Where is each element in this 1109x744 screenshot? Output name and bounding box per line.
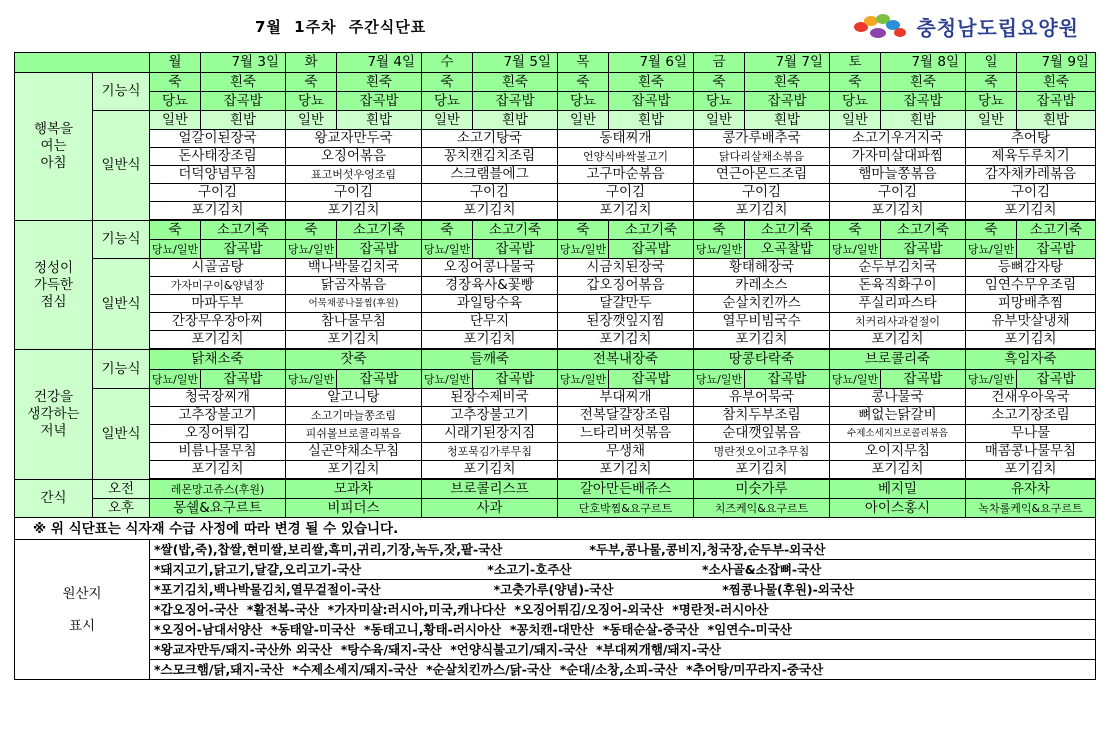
menu-item: 돈육직화구이 bbox=[830, 277, 966, 295]
menu-item: 구이김 bbox=[422, 184, 558, 202]
func-diabetic-general: 당뇨/일반 bbox=[694, 240, 745, 259]
func-porridge: 죽 bbox=[286, 221, 337, 240]
func-porridge: 죽 bbox=[966, 73, 1017, 92]
menu-item: 햄마늘쫑볶음 bbox=[830, 166, 966, 184]
menu-item: 오징어콩나물국 bbox=[422, 259, 558, 277]
snack-item: 브로콜리스프 bbox=[422, 480, 558, 499]
menu-item: 과일탕수육 bbox=[422, 295, 558, 313]
menu-item: 포기김치 bbox=[558, 202, 694, 220]
menu-item: 갑오징어볶음 bbox=[558, 277, 694, 295]
menu-item: 포기김치 bbox=[286, 202, 422, 220]
general-rice: 흰밥 bbox=[337, 111, 422, 130]
menu-item: 표고버섯우엉조림 bbox=[286, 166, 422, 184]
menu-item: 치커리사과겉절이 bbox=[830, 313, 966, 331]
func-diabetic-general: 당뇨/일반 bbox=[286, 370, 337, 389]
func-rice: 잡곡밥 bbox=[1017, 370, 1096, 389]
menu-item: 콩나물국 bbox=[830, 389, 966, 407]
snack-item: 치즈케익&요구르트 bbox=[694, 499, 830, 518]
menu-item: 순대깻잎볶음 bbox=[694, 425, 830, 443]
menu-item: 소고기장조림 bbox=[966, 407, 1096, 425]
dinner-porridge: 땅콩타락죽 bbox=[694, 350, 830, 370]
logo-text: 충청남도립요양원 bbox=[916, 16, 1079, 40]
meal-label-dinner bbox=[15, 350, 93, 480]
origin-line: *포기김치,백나박물김치,열무겉절이-국산 *고춧가루(양념)-국산 *찜콩나물(후원)-외국산 bbox=[150, 580, 1096, 600]
meal-label-lunch bbox=[15, 221, 93, 350]
origin-line: *오징어-남대서양산 *동태알-미국산 *동태고니,황태-러시아산 *꽁치캔-대만산 *동태순살-중국산 *임연수-미국산 bbox=[150, 620, 1096, 640]
menu-item: 돈사태장조림 bbox=[150, 148, 286, 166]
func-diabetic-general: 당뇨/일반 bbox=[694, 370, 745, 389]
func-porridge: 죽 bbox=[558, 73, 609, 92]
general-head: 일반 bbox=[830, 111, 881, 130]
menu-item: 연근아몬드조림 bbox=[694, 166, 830, 184]
menu-item: 오징어볶음 bbox=[286, 148, 422, 166]
snack-item: 미숫가루 bbox=[694, 480, 830, 499]
func-porridge: 죽 bbox=[422, 221, 473, 240]
menu-item: 가자미구이&양념장 bbox=[150, 277, 286, 295]
menu-item: 어묵채콩나물찜(후원) bbox=[286, 295, 422, 313]
menu-item: 고구마순볶음 bbox=[558, 166, 694, 184]
menu-item: 콩가루배추국 bbox=[694, 130, 830, 148]
general-rice: 흰밥 bbox=[473, 111, 558, 130]
func-porridge: 죽 bbox=[966, 221, 1017, 240]
menu-item: 포기김치 bbox=[966, 461, 1096, 479]
menu-item: 구이김 bbox=[558, 184, 694, 202]
menu-item: 포기김치 bbox=[558, 461, 694, 479]
func-grain-rice: 잡곡밥 bbox=[337, 92, 422, 111]
menu-item: 황태해장국 bbox=[694, 259, 830, 277]
day-date: 7월 3일 bbox=[201, 53, 286, 73]
menu-item: 경장육사&꽃빵 bbox=[422, 277, 558, 295]
day-of-week: 화 bbox=[286, 53, 337, 73]
corner-cell bbox=[15, 53, 150, 73]
general-label: 일반식 bbox=[93, 389, 150, 480]
func-diabetic: 당뇨 bbox=[966, 92, 1017, 111]
menu-item: 닭곰자볶음 bbox=[286, 277, 422, 295]
func-grain-rice: 잡곡밥 bbox=[1017, 92, 1096, 111]
menu-item: 구이김 bbox=[286, 184, 422, 202]
meal-label-line: 생각하는 bbox=[27, 406, 80, 422]
func-diabetic-general: 당뇨/일반 bbox=[150, 240, 201, 259]
menu-item: 제육두루치기 bbox=[966, 148, 1096, 166]
menu-item: 느타리버섯볶음 bbox=[558, 425, 694, 443]
menu-item: 더덕양념무침 bbox=[150, 166, 286, 184]
general-rice: 흰밥 bbox=[881, 111, 966, 130]
func-porridge: 죽 bbox=[694, 73, 745, 92]
menu-item: 시금치된장국 bbox=[558, 259, 694, 277]
menu-item: 간장무우장아찌 bbox=[150, 313, 286, 331]
day-of-week: 금 bbox=[694, 53, 745, 73]
meal-label-line: 여는 bbox=[40, 138, 67, 154]
meal-label-line: 아침 bbox=[40, 155, 67, 171]
func-rice: 잡곡밥 bbox=[609, 370, 694, 389]
notice-text: ※ 위 식단표는 식자재 수급 사정에 따라 변경 될 수 있습니다. bbox=[15, 518, 1096, 540]
snack-am-label: 오전 bbox=[93, 480, 150, 499]
menu-item: 닭다리살채소볶음 bbox=[694, 148, 830, 166]
meal-label-line: 건강을 bbox=[33, 389, 74, 405]
origin-label-line: 원산지 bbox=[62, 585, 102, 602]
menu-item: 오이지무침 bbox=[830, 443, 966, 461]
snack-item: 아이스홍시 bbox=[830, 499, 966, 518]
day-date: 7월 6일 bbox=[609, 53, 694, 73]
origin-line: *왕교자만두/돼지-국산外 외국산 *탕수육/돼지-국산 *언양식불고기/돼지-국산 *부대찌개햄/돼지-국산 bbox=[150, 640, 1096, 660]
func-porridge: 죽 bbox=[150, 73, 201, 92]
func-beef-porridge: 소고기죽 bbox=[745, 221, 830, 240]
menu-item: 부대찌개 bbox=[558, 389, 694, 407]
general-head: 일반 bbox=[694, 111, 745, 130]
func-rice: 잡곡밥 bbox=[473, 370, 558, 389]
menu-item: 포기김치 bbox=[966, 202, 1096, 220]
func-diabetic-general: 당뇨/일반 bbox=[422, 240, 473, 259]
menu-item: 등뼈감자탕 bbox=[966, 259, 1096, 277]
menu-item: 포기김치 bbox=[830, 202, 966, 220]
menu-item: 포기김치 bbox=[694, 202, 830, 220]
func-grain-rice: 잡곡밥 bbox=[473, 92, 558, 111]
func-rice: 잡곡밥 bbox=[745, 370, 830, 389]
func-rice: 잡곡밥 bbox=[201, 240, 286, 259]
menu-item: 소고기우거지국 bbox=[830, 130, 966, 148]
menu-item: 카레소스 bbox=[694, 277, 830, 295]
func-diabetic-general: 당뇨/일반 bbox=[286, 240, 337, 259]
menu-item: 마파두부 bbox=[150, 295, 286, 313]
menu-item: 가자미살대파찜 bbox=[830, 148, 966, 166]
func-label: 기능식 bbox=[93, 73, 150, 111]
dinner-porridge: 닭채소죽 bbox=[150, 350, 286, 370]
snack-item: 모과차 bbox=[286, 480, 422, 499]
menu-item: 된장수제비국 bbox=[422, 389, 558, 407]
general-head: 일반 bbox=[966, 111, 1017, 130]
menu-item: 청포묵김가루무침 bbox=[422, 443, 558, 461]
func-diabetic-general: 당뇨/일반 bbox=[558, 240, 609, 259]
func-diabetic: 당뇨 bbox=[422, 92, 473, 111]
logo-flower-icon bbox=[854, 14, 910, 40]
func-porridge-plain: 흰죽 bbox=[201, 73, 286, 92]
dinner-porridge: 들깨죽 bbox=[422, 350, 558, 370]
snack-item: 비피더스 bbox=[286, 499, 422, 518]
menu-item: 참나물무침 bbox=[286, 313, 422, 331]
menu-item: 실곤약채소무침 bbox=[286, 443, 422, 461]
menu-item: 된장깻잎지찜 bbox=[558, 313, 694, 331]
day-date: 7월 7일 bbox=[745, 53, 830, 73]
snack-item: 사과 bbox=[422, 499, 558, 518]
meal-label-breakfast bbox=[15, 73, 93, 221]
menu-item: 스크램블에그 bbox=[422, 166, 558, 184]
menu-item: 순두부김치국 bbox=[830, 259, 966, 277]
weekly-menu-table bbox=[14, 52, 1096, 680]
snack-item: 녹차롤케익&요구르트 bbox=[966, 499, 1096, 518]
menu-item: 포기김치 bbox=[558, 331, 694, 349]
menu-item: 비름나물무침 bbox=[150, 443, 286, 461]
general-head: 일반 bbox=[286, 111, 337, 130]
menu-item: 유부맛살냉채 bbox=[966, 313, 1096, 331]
func-beef-porridge: 소고기죽 bbox=[609, 221, 694, 240]
origin-line: *돼지고기,닭고기,달걀,오리고기-국산 *소고기-호주산 *소사골&소잡뼈-국산 bbox=[150, 560, 1096, 580]
menu-item: 시래기된장지짐 bbox=[422, 425, 558, 443]
func-rice: 잡곡밥 bbox=[881, 240, 966, 259]
dinner-porridge: 흑임자죽 bbox=[966, 350, 1096, 370]
menu-item: 오징어튀김 bbox=[150, 425, 286, 443]
menu-item: 백나박물김치국 bbox=[286, 259, 422, 277]
general-rice: 흰밥 bbox=[201, 111, 286, 130]
func-beef-porridge: 소고기죽 bbox=[473, 221, 558, 240]
menu-item: 포기김치 bbox=[694, 331, 830, 349]
menu-item: 참치두부조림 bbox=[694, 407, 830, 425]
menu-item: 구이김 bbox=[830, 184, 966, 202]
func-porridge: 죽 bbox=[694, 221, 745, 240]
menu-item: 단무지 bbox=[422, 313, 558, 331]
day-date: 7월 9일 bbox=[1017, 53, 1096, 73]
meal-label-line: 가득한 bbox=[33, 276, 74, 293]
func-rice: 잡곡밥 bbox=[337, 370, 422, 389]
day-date: 7월 5일 bbox=[473, 53, 558, 73]
func-rice: 잡곡밥 bbox=[609, 240, 694, 259]
origin-line: *쌀(밥,죽),찹쌀,현미쌀,보리쌀,흑미,귀리,기장,녹두,잣,팥-국산 *두부,콩나물,콩비지,청국장,순두부-외국산 bbox=[150, 540, 1096, 560]
menu-item: 포기김치 bbox=[286, 331, 422, 349]
menu-item: 고추장불고기 bbox=[422, 407, 558, 425]
func-diabetic-general: 당뇨/일반 bbox=[830, 240, 881, 259]
menu-item: 언양식바싹불고기 bbox=[558, 148, 694, 166]
menu-item: 매콤콩나물무침 bbox=[966, 443, 1096, 461]
menu-item: 포기김치 bbox=[286, 461, 422, 479]
func-diabetic: 당뇨 bbox=[694, 92, 745, 111]
day-of-week: 월 bbox=[150, 53, 201, 73]
general-head: 일반 bbox=[558, 111, 609, 130]
menu-item: 푸실리파스타 bbox=[830, 295, 966, 313]
menu-item: 감자채카레볶음 bbox=[966, 166, 1096, 184]
general-head: 일반 bbox=[150, 111, 201, 130]
func-diabetic-general: 당뇨/일반 bbox=[150, 370, 201, 389]
func-porridge: 죽 bbox=[150, 221, 201, 240]
menu-item: 전복달걀장조림 bbox=[558, 407, 694, 425]
origin-line: *스모크햄/닭,돼지-국산 *수제소세지/돼지-국산 *순살치킨까스/닭-국산 *순대/소창,소피-국산 *추어탕/미꾸라지-중국산 bbox=[150, 660, 1096, 680]
general-rice: 흰밥 bbox=[1017, 111, 1096, 130]
general-label: 일반식 bbox=[93, 111, 150, 221]
func-grain-rice: 잡곡밥 bbox=[201, 92, 286, 111]
meal-label-line: 저녁 bbox=[40, 423, 67, 439]
day-of-week: 수 bbox=[422, 53, 473, 73]
func-diabetic: 당뇨 bbox=[558, 92, 609, 111]
menu-item: 수제소세지브로콜리볶음 bbox=[830, 425, 966, 443]
menu-item: 명란젓오이고추무침 bbox=[694, 443, 830, 461]
func-beef-porridge: 소고기죽 bbox=[881, 221, 966, 240]
meal-label-line: 행복을 bbox=[33, 121, 74, 137]
origin-label-line: 표시 bbox=[68, 617, 96, 634]
origin-label bbox=[15, 540, 150, 680]
func-diabetic-general: 당뇨/일반 bbox=[558, 370, 609, 389]
func-beef-porridge: 소고기죽 bbox=[337, 221, 422, 240]
menu-item: 피망배추찜 bbox=[966, 295, 1096, 313]
func-diabetic-general: 당뇨/일반 bbox=[966, 370, 1017, 389]
func-diabetic-general: 당뇨/일반 bbox=[966, 240, 1017, 259]
menu-item: 포기김치 bbox=[966, 331, 1096, 349]
day-of-week: 목 bbox=[558, 53, 609, 73]
snack-item: 갈아만든배쥬스 bbox=[558, 480, 694, 499]
snack-item: 레몬망고쥬스(후원) bbox=[150, 480, 286, 499]
meal-label-line: 정성이 bbox=[33, 259, 74, 276]
menu-item: 구이김 bbox=[150, 184, 286, 202]
func-rice: 잡곡밥 bbox=[473, 240, 558, 259]
menu-item: 포기김치 bbox=[150, 331, 286, 349]
menu-item: 고추장불고기 bbox=[150, 407, 286, 425]
day-date: 7월 8일 bbox=[881, 53, 966, 73]
menu-item: 열무비빔국수 bbox=[694, 313, 830, 331]
menu-item: 청국장찌개 bbox=[150, 389, 286, 407]
menu-item: 포기김치 bbox=[830, 331, 966, 349]
menu-item: 소고기마늘쫑조림 bbox=[286, 407, 422, 425]
func-label: 기능식 bbox=[93, 350, 150, 389]
snack-item: 베지밀 bbox=[830, 480, 966, 499]
general-label: 일반식 bbox=[93, 259, 150, 350]
meal-label-line: 점심 bbox=[40, 293, 67, 310]
menu-item: 포기김치 bbox=[150, 202, 286, 220]
menu-item: 소고기탕국 bbox=[422, 130, 558, 148]
menu-item: 건새우아욱국 bbox=[966, 389, 1096, 407]
menu-item: 무나물 bbox=[966, 425, 1096, 443]
func-diabetic-general: 당뇨/일반 bbox=[422, 370, 473, 389]
menu-item: 시골곰탕 bbox=[150, 259, 286, 277]
menu-item: 구이김 bbox=[966, 184, 1096, 202]
func-porridge-plain: 흰죽 bbox=[337, 73, 422, 92]
page-title: 7월 1주차 주간식단표 bbox=[255, 18, 427, 36]
menu-item: 포기김치 bbox=[422, 461, 558, 479]
dinner-porridge: 전복내장죽 bbox=[558, 350, 694, 370]
snack-item: 몽쉘&요구르트 bbox=[150, 499, 286, 518]
dinner-porridge: 잣죽 bbox=[286, 350, 422, 370]
day-of-week: 일 bbox=[966, 53, 1017, 73]
snack-item: 단호박찜&요구르트 bbox=[558, 499, 694, 518]
func-diabetic-general: 당뇨/일반 bbox=[830, 370, 881, 389]
menu-item: 포기김치 bbox=[150, 461, 286, 479]
menu-item: 동태찌개 bbox=[558, 130, 694, 148]
func-rice: 잡곡밥 bbox=[337, 240, 422, 259]
func-rice: 잡곡밥 bbox=[1017, 240, 1096, 259]
menu-item: 피쉬볼브로콜리볶음 bbox=[286, 425, 422, 443]
func-porridge-plain: 흰죽 bbox=[745, 73, 830, 92]
day-of-week: 토 bbox=[830, 53, 881, 73]
menu-item: 포기김치 bbox=[422, 202, 558, 220]
func-diabetic: 당뇨 bbox=[830, 92, 881, 111]
menu-item: 왕교자만두국 bbox=[286, 130, 422, 148]
func-porridge-plain: 흰죽 bbox=[1017, 73, 1096, 92]
general-head: 일반 bbox=[422, 111, 473, 130]
menu-item: 포기김치 bbox=[694, 461, 830, 479]
snack-item: 유자차 bbox=[966, 480, 1096, 499]
func-grain-rice: 잡곡밥 bbox=[745, 92, 830, 111]
menu-item: 무생채 bbox=[558, 443, 694, 461]
meal-label-snack: 간식 bbox=[15, 480, 93, 518]
logo bbox=[854, 12, 1079, 41]
func-grain-rice: 잡곡밥 bbox=[609, 92, 694, 111]
day-date: 7월 4일 bbox=[337, 53, 422, 73]
general-rice: 흰밥 bbox=[609, 111, 694, 130]
func-porridge: 죽 bbox=[830, 221, 881, 240]
func-beef-porridge: 소고기죽 bbox=[201, 221, 286, 240]
func-porridge: 죽 bbox=[422, 73, 473, 92]
menu-item: 포기김치 bbox=[422, 331, 558, 349]
func-porridge: 죽 bbox=[830, 73, 881, 92]
func-porridge: 죽 bbox=[286, 73, 337, 92]
func-beef-porridge: 소고기죽 bbox=[1017, 221, 1096, 240]
snack-pm-label: 오후 bbox=[93, 499, 150, 518]
menu-item: 꽁치캔김치조림 bbox=[422, 148, 558, 166]
dinner-porridge: 브로콜리죽 bbox=[830, 350, 966, 370]
menu-item: 추어탕 bbox=[966, 130, 1096, 148]
menu-item: 알고니탕 bbox=[286, 389, 422, 407]
func-grain-rice: 잡곡밥 bbox=[881, 92, 966, 111]
menu-item: 얼갈이된장국 bbox=[150, 130, 286, 148]
func-diabetic: 당뇨 bbox=[150, 92, 201, 111]
menu-item: 유부어묵국 bbox=[694, 389, 830, 407]
menu-item: 달걀만두 bbox=[558, 295, 694, 313]
func-label: 기능식 bbox=[93, 221, 150, 259]
general-rice: 흰밥 bbox=[745, 111, 830, 130]
menu-item: 뼈없는닭갈비 bbox=[830, 407, 966, 425]
func-rice: 잡곡밥 bbox=[201, 370, 286, 389]
menu-item: 포기김치 bbox=[830, 461, 966, 479]
menu-item: 임연수무우조림 bbox=[966, 277, 1096, 295]
func-rice: 오곡찰밥 bbox=[745, 240, 830, 259]
func-porridge-plain: 흰죽 bbox=[881, 73, 966, 92]
func-diabetic: 당뇨 bbox=[286, 92, 337, 111]
menu-item: 구이김 bbox=[694, 184, 830, 202]
func-porridge: 죽 bbox=[558, 221, 609, 240]
func-rice: 잡곡밥 bbox=[881, 370, 966, 389]
menu-item: 순살치킨까스 bbox=[694, 295, 830, 313]
origin-line: *갑오징어-국산 *활전복-국산 *가자미살:러시아,미국,캐나다산 *오징어튀김/오징어-외국산 *명란젓-러시아산 bbox=[150, 600, 1096, 620]
func-porridge-plain: 흰죽 bbox=[473, 73, 558, 92]
func-porridge-plain: 흰죽 bbox=[609, 73, 694, 92]
